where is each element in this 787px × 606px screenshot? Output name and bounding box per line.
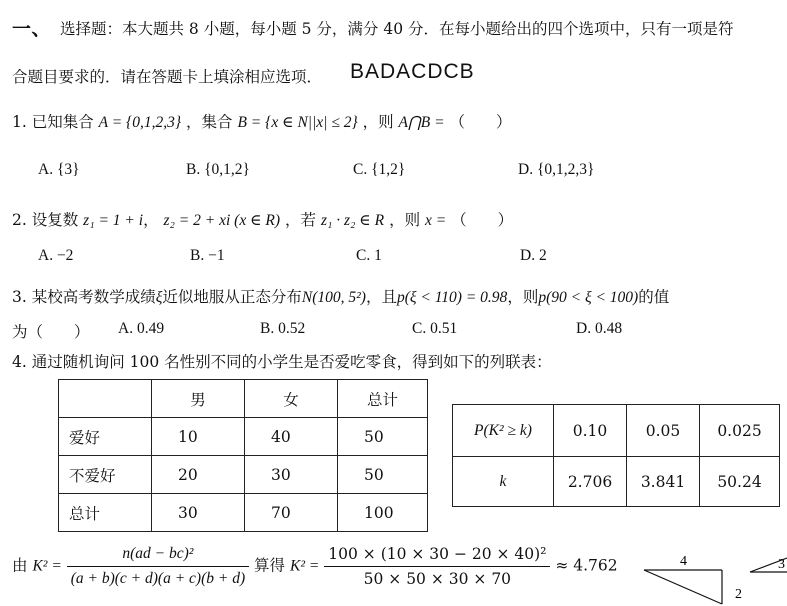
chi-square-formula: [12, 542, 618, 591]
q3-option-c: C. 0.51: [412, 320, 458, 337]
q1-stem: [12, 110, 512, 132]
partial-figure: [630, 552, 787, 606]
formula-lead: 由: [12, 556, 28, 575]
q2-z2: z₂ = 2 + xi (x ∈ R): [163, 212, 281, 229]
table-cell: 40: [245, 418, 338, 456]
q3-stem-e: 的值: [638, 288, 670, 306]
q3-stem-d: ，则: [507, 288, 539, 306]
q3-stem-a: 3. 某校高考数学成绩: [12, 288, 156, 306]
q1-set-b: B = {x ∈ N||x| ≤ 2}: [237, 114, 358, 131]
table-header: 总计: [338, 380, 428, 418]
q2-xeq: x =: [425, 212, 447, 229]
q3-dist: N(100, 5²): [301, 289, 366, 306]
section-marker: 一、: [12, 18, 52, 40]
q2-z1: z₁ = 1 + i: [83, 212, 144, 229]
q2-option-c: C. 1: [356, 247, 382, 264]
q1-paren: （ ）: [449, 113, 512, 131]
formula-k2: K² =: [32, 557, 62, 575]
table-cell: 10: [152, 418, 245, 456]
table-row: [59, 418, 428, 456]
table-cell: 50.24: [700, 457, 780, 507]
table-cell: 50: [338, 418, 428, 456]
q3-stem-b: 近似地服从正态分布: [162, 288, 302, 306]
critical-value-table: [452, 404, 780, 507]
answer-key: BADACDCB: [350, 60, 475, 83]
formula-numerator-2: 100 × (10 × 30 − 20 × 40)²: [324, 542, 550, 567]
q3-stem-f: 为（ ）: [12, 323, 90, 341]
table-cell: 30: [152, 494, 245, 532]
q3-stem: [12, 285, 669, 307]
q3-option-d: D. 0.48: [576, 320, 623, 337]
formula-calc: 算得: [254, 556, 286, 575]
table-header: 男: [152, 380, 245, 418]
q1-stem-c: ，则: [362, 113, 394, 131]
q3-p1: p(ξ < 110) = 0.98: [396, 289, 508, 306]
table-header: 女: [245, 380, 338, 418]
q2-option-d: D. 2: [520, 247, 547, 264]
table-cell: 0.05: [627, 405, 700, 457]
q2-stem: [12, 208, 513, 230]
formula-k2b: K² =: [290, 557, 320, 575]
q1-option-b: B. {0,1,2}: [186, 161, 250, 178]
figure-label: 3: [778, 557, 785, 572]
q2-stem-b: ，若: [285, 211, 317, 229]
table-cell: 0.025: [700, 405, 780, 457]
table-row: [453, 405, 780, 457]
table-cell: k: [453, 457, 554, 507]
q3-p2: p(90 < ξ < 100): [538, 289, 639, 306]
table-cell: 70: [245, 494, 338, 532]
q2-cond: z₁ · z₂ ∈ R: [320, 212, 385, 229]
formula-denominator: (a + b)(c + d)(a + c)(b + d): [70, 570, 246, 587]
formula-approx: ≈ 4.762: [555, 556, 618, 575]
q2-option-a: A. −2: [38, 247, 74, 264]
table-row: [59, 456, 428, 494]
q1-set-a: A = {0,1,2,3}: [98, 114, 182, 131]
q3-option-b: B. 0.52: [260, 320, 306, 337]
table-cell: 50: [338, 456, 428, 494]
section-intro-line2: 合题目要求的．请在答题卡上填涂相应选项．: [12, 68, 323, 86]
table-cell: 3.841: [627, 457, 700, 507]
q1-option-d: D. {0,1,2,3}: [518, 161, 595, 178]
q1-stem-a: 1. 已知集合: [12, 113, 94, 131]
formula-numerator: n(ad − bc)²: [67, 542, 249, 567]
table-cell: 100: [338, 494, 428, 532]
q1-option-a: A. {3}: [38, 161, 80, 178]
q1-stem-b: ，集合: [186, 113, 233, 131]
q1-expr: A⋂B =: [398, 114, 445, 131]
table-cell: 不爱好: [59, 456, 152, 494]
contingency-table: [58, 379, 428, 532]
table-row: [59, 380, 428, 418]
table-cell: 20: [152, 456, 245, 494]
table-row: [59, 494, 428, 532]
formula-denominator-2: 50 × 50 × 30 × 70: [363, 570, 512, 588]
figure-label: 2: [735, 587, 742, 602]
q2-stem-c: ，则: [389, 211, 421, 229]
q3-option-a: A. 0.49: [118, 320, 165, 337]
table-cell: 2.706: [554, 457, 627, 507]
table-cell: P(K² ≥ k): [453, 405, 554, 457]
table-cell: [59, 380, 152, 418]
table-row: [453, 457, 780, 507]
q1-option-c: C. {1,2}: [353, 161, 406, 178]
q2-option-b: B. −1: [190, 247, 225, 264]
formula-fraction-2: [324, 542, 550, 591]
q4-stem: 4. 通过随机询问 100 名性别不同的小学生是否爱吃零食，得到如下的列联表：: [12, 353, 552, 371]
q3-xi: ξ: [155, 289, 163, 306]
table-cell: 0.10: [554, 405, 627, 457]
q3-stem-c: ，且: [365, 288, 397, 306]
table-cell: 爱好: [59, 418, 152, 456]
formula-fraction: [67, 542, 249, 591]
q2-stem-a: 2. 设复数: [12, 211, 79, 229]
table-cell: 总计: [59, 494, 152, 532]
figure-label: 4: [680, 554, 687, 569]
q2-paren: （ ）: [451, 211, 514, 229]
figure-line: [644, 570, 722, 604]
q2-sep: ，: [143, 211, 159, 229]
table-cell: 30: [245, 456, 338, 494]
section-intro-line1: 选择题：本大题共 8 小题，每小题 5 分，满分 40 分．在每小题给出的四个选项中，只有一项是符: [60, 20, 734, 38]
